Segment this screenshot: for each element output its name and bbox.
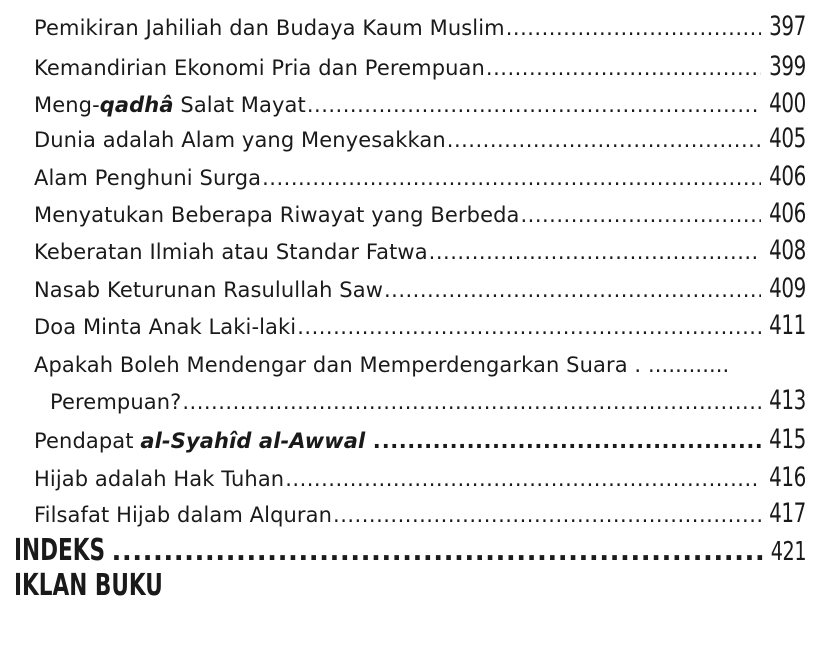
toc-entry[interactable] [34, 122, 806, 155]
dot-leader [261, 162, 761, 193]
toc-entry-title: Alam Penghuni Surga [34, 166, 262, 190]
toc-page-number: 406 [769, 198, 806, 229]
dot-leader [446, 124, 761, 155]
toc-entry-title: Hijab adalah Hak Tuhan [34, 467, 285, 491]
toc-entry[interactable] [34, 497, 806, 530]
toc-entry[interactable] [34, 461, 806, 494]
toc-page-number: 416 [769, 462, 806, 493]
toc-entry[interactable] [34, 234, 806, 267]
toc-page-number: 417 [769, 498, 806, 529]
dot-leader [284, 463, 761, 494]
toc-entry-title: Menyatukan Beberapa Riwayat yang Berbeda [34, 203, 520, 227]
dot-leader [519, 199, 761, 230]
toc-entry-title: Kemandirian Ekonomi Pria dan Perempuan [34, 56, 485, 80]
toc-entry-title: Dunia adalah Alam yang Menyesakkan [34, 128, 446, 152]
toc-page-number: 400 [769, 88, 806, 119]
toc-entry[interactable] [34, 349, 806, 382]
toc-entry[interactable] [34, 309, 806, 342]
toc-entry[interactable] [34, 272, 806, 305]
toc-entry[interactable] [34, 160, 806, 193]
toc-entry-title: Pemikiran Jahiliah dan Budaya Kaum Muslim [34, 16, 505, 40]
toc-entry-title: Nasab Keturunan Rasulullah Saw [34, 278, 383, 302]
toc-section-title: INDEKS [14, 533, 106, 568]
dot-leader [332, 499, 761, 530]
toc-page-number: 408 [769, 235, 806, 266]
toc-entry-title: Filsafat Hijab dalam Alquran [34, 503, 333, 527]
dot-leader [181, 386, 761, 417]
dot-leader [505, 12, 761, 43]
toc-section-index[interactable] [14, 531, 806, 571]
toc-entry-title: Meng-qadhâ Salat Mayat [34, 93, 306, 117]
dot-leader [428, 236, 761, 267]
toc-section-ads[interactable] [14, 566, 806, 606]
dot-leader [485, 52, 761, 83]
toc-page-number: 421 [770, 537, 806, 567]
toc-page-number: 397 [769, 11, 806, 42]
toc-page-number: 409 [769, 273, 806, 304]
toc-entry-title: Keberatan Ilmiah atau Standar Fatwa [34, 240, 428, 264]
toc-entry[interactable] [34, 10, 806, 43]
toc-entry[interactable] [34, 197, 806, 230]
toc-section-title: IKLAN BUKU [14, 568, 163, 603]
toc-entry[interactable] [34, 423, 806, 456]
toc-entry-title: Apakah Boleh Mendengar dan Memperdengarkan Suara . ............ [34, 353, 730, 377]
toc-page-number: 399 [769, 51, 806, 82]
toc-entry[interactable] [34, 50, 806, 83]
toc-entry-title: Pendapat al-Syahîd al-Awwal . [34, 429, 381, 453]
toc-entry-emphasis: al-Syahîd al-Awwal [140, 429, 366, 453]
toc-page-number: 413 [769, 385, 806, 416]
toc-entry-continuation[interactable] [50, 384, 806, 417]
dot-leader [383, 274, 761, 305]
toc-page-number: 411 [769, 310, 806, 341]
dot-leader [381, 425, 761, 456]
toc-entry-emphasis: qadhâ [99, 93, 174, 117]
toc-entry[interactable] [34, 87, 806, 120]
toc-page-number: 415 [769, 424, 806, 455]
dot-leader [296, 311, 761, 342]
dot-leader [306, 89, 761, 120]
toc-page-number: 405 [769, 123, 806, 154]
toc-entry-title: Perempuan? [50, 390, 182, 414]
toc-entry-title: Doa Minta Anak Laki-laki [34, 315, 297, 339]
toc-page-number: 406 [769, 161, 806, 192]
